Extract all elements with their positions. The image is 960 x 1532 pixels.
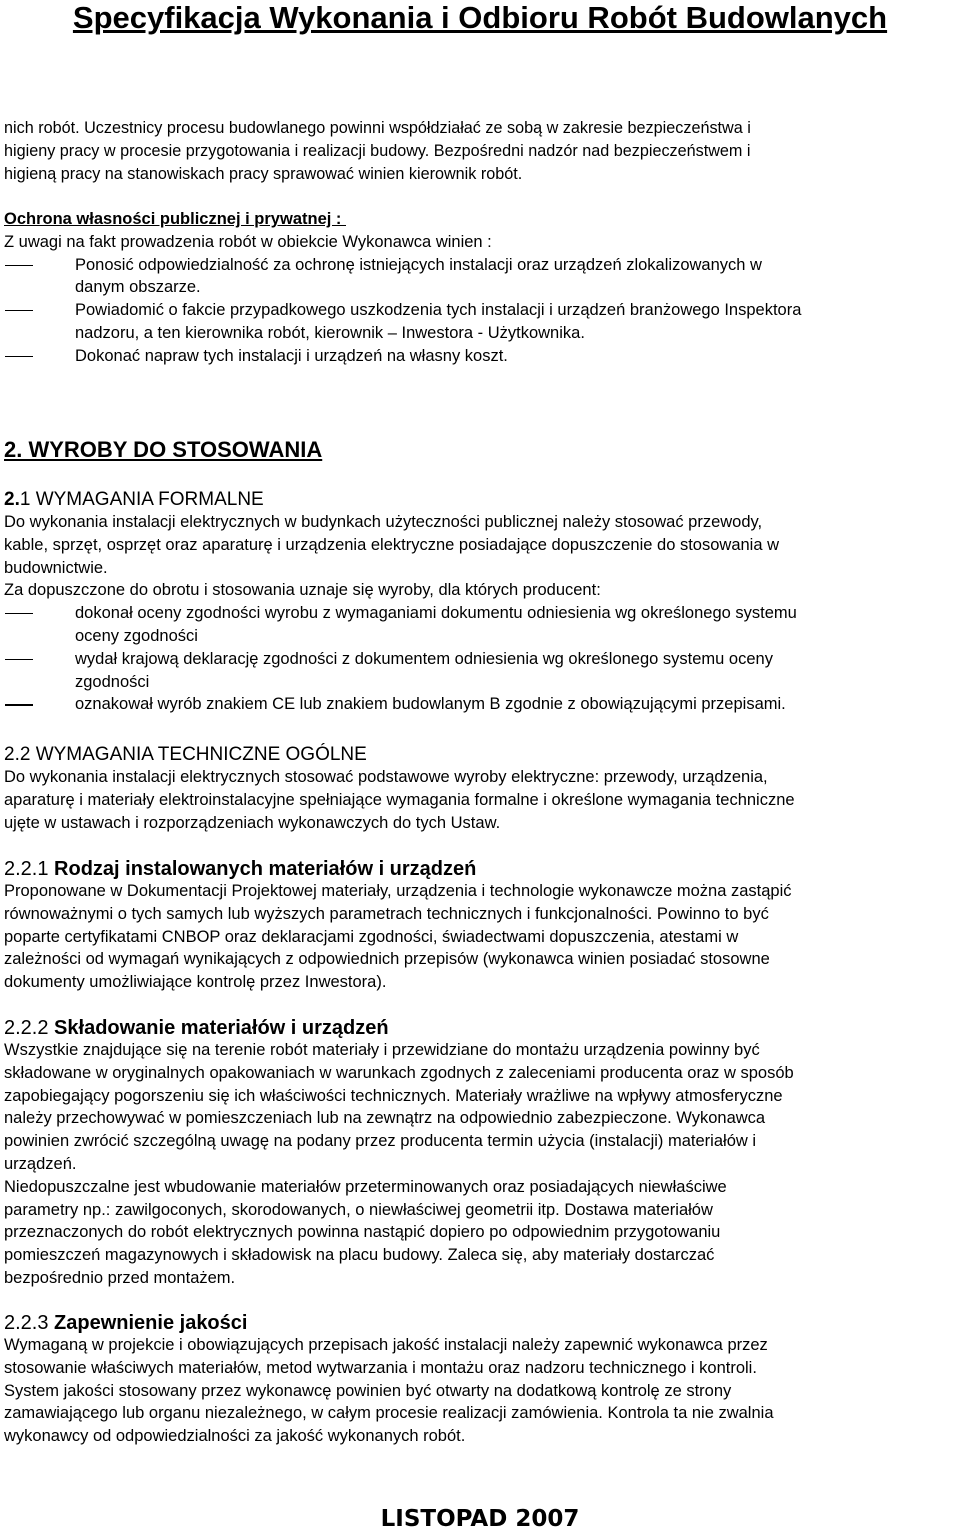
text-line: danym obszarze. <box>75 278 201 297</box>
list-item <box>4 345 958 368</box>
text-line: pomieszczeń magazynowych i składowisk na placu budowy. Zaleca się, aby materiały dostarczać <box>4 1246 715 1265</box>
section-2-2-2 <box>4 1017 958 1290</box>
text-line: parametry np.: zawilgoconych, skorodowanych, o niewłaściwej geometrii itp. Dostawa materiałów <box>4 1200 713 1219</box>
heading-title: Rodzaj instalowanych materiałów i urządzeń <box>54 858 477 880</box>
text-line: dokumenty umożliwiające kontrolę przez Inwestora). <box>4 973 387 992</box>
heading-number: 2.2.1 <box>4 858 55 880</box>
text-line: powinien zwrócić szczególną uwagę na podany przez producenta termin użycia (instalacji) materiałów i <box>4 1132 757 1151</box>
text-line: Ponosić odpowiedzialność za ochronę istniejących instalacji oraz urządzeń zlokalizowanych w <box>75 255 762 274</box>
list-item <box>4 648 958 694</box>
subsection-heading <box>4 1312 958 1334</box>
text-line: równoważnymi o tych samych lub wyższych parametrach technicznych i funkcjonalności. Powinno to być <box>4 904 769 923</box>
paragraph <box>4 1039 958 1290</box>
list-item <box>4 693 958 716</box>
list-item <box>4 254 958 300</box>
list-item <box>4 602 958 648</box>
text-line: Wymaganą w projekcie i obowiązujących przepisach jakość instalacji należy zapewnić wykonawca przez <box>4 1336 768 1354</box>
heading-title: Składowanie materiałów i urządzeń <box>54 1017 389 1039</box>
subsection-heading <box>4 489 958 511</box>
intro-paragraph <box>4 117 958 186</box>
text-line: kable, sprzęt, osprzęt oraz aparaturę i urządzenia elektryczne posiadające dopuszczenie do stosowania w <box>4 535 780 554</box>
ochrona-section <box>4 208 958 368</box>
heading-number: 2. <box>4 489 20 510</box>
text-line: Proponowane w Dokumentacji Projektowej materiały, urządzenia i technologie wykonawcze można zastąpić <box>4 882 792 900</box>
text-line: budownictwie. <box>4 558 108 577</box>
subsection-heading <box>4 858 958 880</box>
text-line: Dokonać napraw tych instalacji i urządzeń na własny koszt. <box>75 346 508 365</box>
text-line: oznakował wyrób znakiem CE lub znakiem budowlanym B zgodnie z obowiązującymi przepisami. <box>75 695 786 714</box>
page-title: Specyfikacja Wykonania i Odbioru Robót Budowlanych <box>72 0 888 35</box>
text-line: poparte certyfikatami CNBOP oraz deklaracjami zgodności, świadectwami dopuszczenia, atestami w <box>4 927 739 946</box>
text-line: Wszystkie znajdujące się na terenie robót materiały i przewidziane do montażu urządzenia powinny być <box>4 1041 760 1059</box>
ochrona-heading: Ochrona własności publicznej i prywatnej : <box>4 210 346 228</box>
paragraph <box>4 766 958 834</box>
paragraph <box>4 1334 958 1448</box>
text-line: zamawiającego lub organu niezależnego, w całym procesie realizacji zamówienia. Kontrola ta nie zwalnia <box>4 1404 774 1423</box>
text-line: składowane w oryginalnych opakowaniach w warunkach zgodnych z zaleceniami producenta oraz w sposób <box>4 1063 794 1082</box>
text-line: nich robót. Uczestnicy procesu budowlanego powinni współdziałać ze sobą w zakresie bezpieczeństwa i <box>4 119 751 137</box>
list-item <box>4 299 958 345</box>
text-line: należy przechowywać w pomieszczeniach lub na zewnątrz na odpowiednio zabezpieczone. Wykonawca <box>4 1109 766 1128</box>
text-line: zależności od wymagań wynikających z odpowiednich przepisów (wykonawca winien posiadać stosowne <box>4 950 770 969</box>
text-line: higieną pracy na stanowiskach pracy sprawować winien kierownik robót. <box>4 165 523 183</box>
text-line: dokonał oceny zgodności wyrobu z wymaganiami dokumentu odniesienia wg określonego systemu <box>75 604 797 623</box>
text-line: System jakości stosowany przez wykonawcę powinien być otwarty na dodatkową kontrolę ze strony <box>4 1381 732 1400</box>
text-line: aparaturę i materiały elektroinstalacyjne spełniające wymagania formalne i określone wymagania techniczne <box>4 790 795 809</box>
heading-number: 2.2.2 <box>4 1017 55 1039</box>
section-2-2 <box>4 744 958 834</box>
text-line: bezpośrednio przed montażem. <box>4 1268 236 1287</box>
paragraph <box>4 880 958 994</box>
text-line: nadzoru, a ten kierownika robót, kierownik – Inwestora - Użytkownika. <box>75 323 585 342</box>
text-line: Za dopuszczone do obrotu i stosowania uznaje się wyroby, dla których producent: <box>4 581 601 600</box>
subsection-heading: 2.2 WYMAGANIA TECHNICZNE OGÓLNE <box>4 744 367 765</box>
section-2-2-3 <box>4 1312 958 1448</box>
section-2-2-1 <box>4 858 958 994</box>
paragraph <box>4 511 958 716</box>
text-line: higieny pracy w procesie przygotowania i realizacji budowy. Bezpośredni nadzór nad bezpieczeństwem i <box>4 142 751 160</box>
ochrona-lead: Z uwagi na fakt prowadzenia robót w obiekcie Wykonawca winien : <box>4 232 492 251</box>
text-line: zapobiegający pogorszeniu się ich właściwości technicznych. Materiały wrażliwe na wpływy atmosferyczne <box>4 1086 783 1105</box>
heading-number: 2.2.3 <box>4 1312 55 1334</box>
heading-title: Zapewnienie jakości <box>54 1312 248 1334</box>
section-heading: 2. WYROBY DO STOSOWANIA <box>4 437 323 462</box>
text-line: Do wykonania instalacji elektrycznych stosować podstawowe wyroby elektryczne: przewody, urządzenia, <box>4 768 768 786</box>
page-footer: LISTOPAD 2007 <box>380 1506 580 1532</box>
text-line: wydał krajową deklarację zgodności z dokumentem odniesienia wg określonego systemu oceny <box>75 649 773 668</box>
text-line: zgodności <box>75 672 150 691</box>
text-line: oceny zgodności <box>75 626 198 645</box>
text-line: Do wykonania instalacji elektrycznych w budynkach użyteczności publicznej należy stosować przewody, <box>4 513 763 531</box>
text-line: urządzeń. <box>4 1154 77 1173</box>
subsection-heading <box>4 1017 958 1039</box>
text-line: Powiadomić o fakcie przypadkowego uszkodzenia tych instalacji i urządzeń branżowego Inspektora <box>75 301 802 320</box>
heading-title: 1 WYMAGANIA FORMALNE <box>19 489 264 510</box>
section-2-1 <box>4 489 958 716</box>
text-line: stosowanie właściwych materiałów, metod wytwarzania i montażu oraz nadzoru technicznego i kontroli. <box>4 1358 757 1377</box>
text-line: wykonawcy od odpowiedzialności za jakość wykonanych robót. <box>4 1427 466 1446</box>
text-line: Niedopuszczalne jest wbudowanie materiałów przeterminowanych oraz posiadających niewłaściwe <box>4 1177 727 1196</box>
text-line: ujęte w ustawach i rozporządzeniach wykonawczych do tych Ustaw. <box>4 813 501 832</box>
text-line: przeznaczonych do robót elektrycznych powinna nastąpić dopiero po odpowiednim przygotowaniu <box>4 1223 721 1242</box>
